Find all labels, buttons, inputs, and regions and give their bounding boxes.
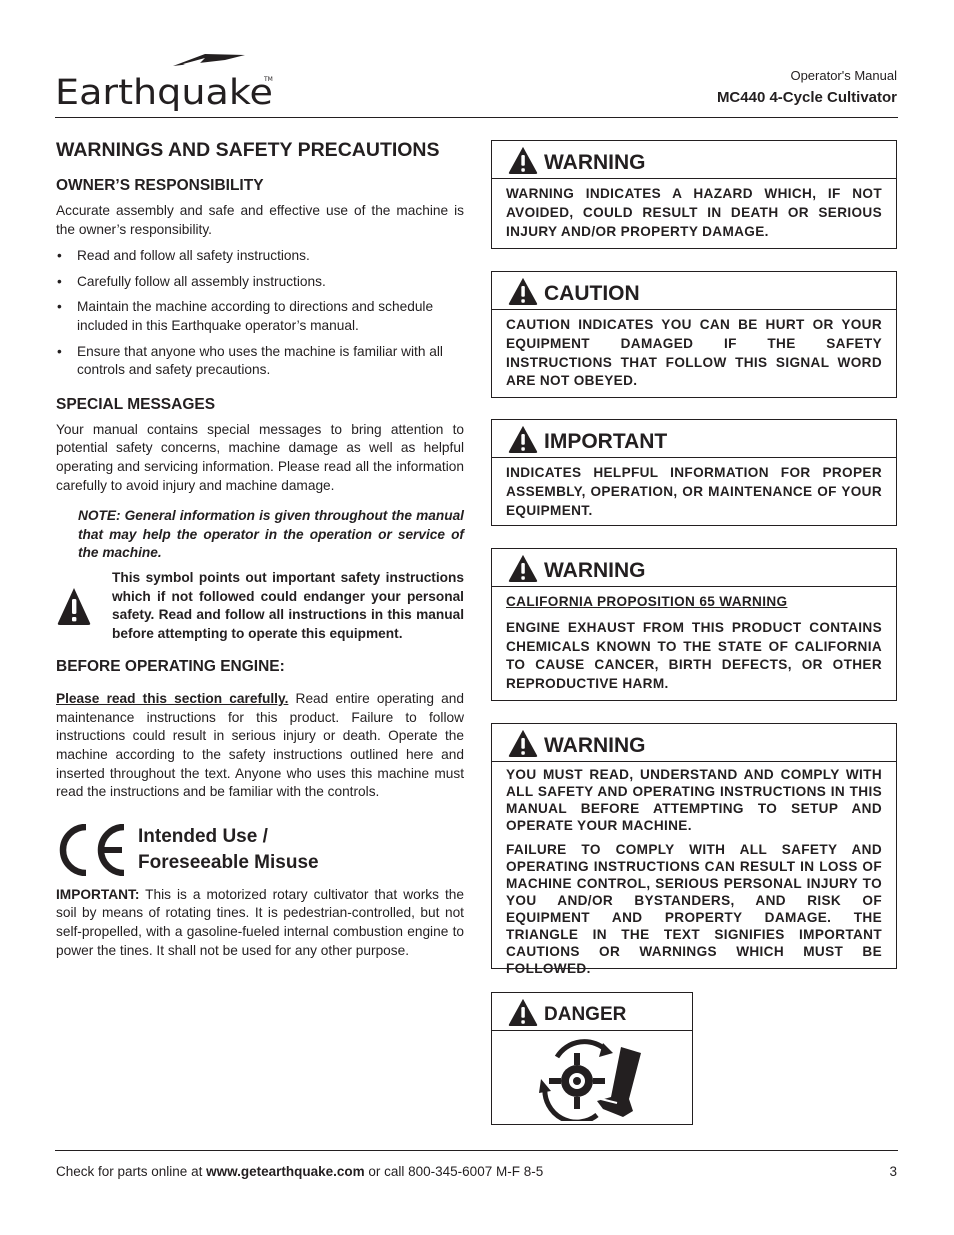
important-text: This is a motorized rotary cultivator that works the soil by means of rotating tines. It is pedestrian-controlled, but not self-propelled, with a gasoline-fueled internal combustion engine to power the tines. It shall not be used for any other purpose.: [56, 886, 464, 958]
before-text: Read entire operating and maintenance instructions for this product. Failure to follow instructions could result in serious injury or death. Operate the machine according to the safety instructions outlined here and inserted throughout the text. Anyone who uses this machine must read the instructions and be familiar with the controls.: [56, 691, 464, 800]
warning-triangle-icon: [56, 586, 92, 626]
prop65-warning-box: [491, 548, 897, 701]
ce-mark-icon: [56, 824, 126, 876]
box-paragraph: WARNING INDICATES A HAZARD WHICH, IF NOT AVOIDED, COULD RESULT IN DEATH OR SERIOUS INJURY AND/OR PROPERTY DAMAGE.: [506, 186, 882, 239]
box-body: [492, 310, 896, 399]
footer-prefix: Check for parts online at: [56, 1164, 207, 1179]
warning-triangle-icon: [508, 998, 538, 1026]
special-text: Your manual contains special messages to bring attention to potential safety concerns, machine damage as well as helpful operating and servicing information. Please read all the information carefully to avoid injury and machine damage.: [56, 421, 464, 493]
danger-pictogram: [492, 1031, 692, 1121]
safety-symbol-row: [56, 569, 464, 643]
box-paragraph: CAUTION INDICATES YOU CAN BE HURT OR YOUR EQUIPMENT DAMAGED IF THE SAFETY INSTRUCTIONS THAT FOLLOW THIS SIGNAL WORD ARE NOT OBEYED.: [506, 317, 882, 389]
intended-use-title: [138, 824, 319, 876]
owner-text: Accurate assembly and safe and effective use of the machine is the owner’s responsibility.: [56, 203, 464, 237]
warning-triangle-icon: [508, 554, 538, 582]
important-box: [491, 419, 897, 526]
owner-bullet-list: [56, 247, 464, 380]
intended-title-line1: Intended Use /: [138, 825, 268, 847]
box-paragraph: FAILURE TO COMPLY WITH ALL SAFETY AND OPERATING INSTRUCTIONS CAN RESULT IN LOSS OF MACHINE CONTROL, SERIOUS PERSONAL INJURY TO YOU AND/OR BYSTANDERS, AND RISK OF EQUIPMENT AND PROPERTY DAMAGE. THE TRIANGLE IN THE TEXT SIGNIFIES IMPORTANT CAUTIONS OR WARNINGS WHICH MUST BE FOLLOWED.: [506, 842, 882, 976]
model-label: MC440 4-Cycle Cultivator: [716, 89, 897, 106]
intended-use-header: [56, 824, 464, 876]
box-title: WARNING: [544, 558, 646, 582]
list-item: • Read and follow all safety instructions.: [56, 247, 464, 266]
warning-triangle-icon: [508, 425, 538, 453]
warning-triangle-icon: [508, 729, 538, 757]
box-body: [492, 587, 896, 702]
before-paragraph: [56, 690, 464, 802]
box-title: CAUTION: [544, 281, 640, 305]
box-body: [492, 458, 896, 528]
symbol-text: This symbol points out important safety instructions which if not followed could endanger your personal safety. Read and follow all instructions in this manual before attempting to operate this equipment.: [112, 569, 464, 641]
box-paragraph: YOU MUST READ, UNDERSTAND AND COMPLY WITH ALL SAFETY AND OPERATING INSTRUCTIONS IN THIS MANUAL BEFORE ATTEMPTING TO SETUP AND OPERATE YOUR MACHINE.: [506, 767, 882, 833]
box-header: [492, 993, 692, 1031]
list-item: • Carefully follow all assembly instructions.: [56, 273, 464, 292]
box-title: IMPORTANT: [544, 429, 668, 453]
box-body: [492, 762, 896, 985]
brand-wordmark: Earthquake: [55, 73, 273, 113]
list-item: • Ensure that anyone who uses the machine is familiar with all controls and safety precautions.: [56, 343, 464, 380]
box-header: [492, 420, 896, 458]
footer-text: [56, 1164, 543, 1179]
note-text: NOTE: General information is given throughout the manual that may help the operator in the operation or service of the machine.: [78, 508, 464, 561]
owner-heading: OWNER’S RESPONSIBILITY: [56, 177, 264, 194]
warning-triangle-icon: [508, 146, 538, 174]
page-number: 3: [889, 1164, 897, 1179]
box-paragraph: INDICATES HELPFUL INFORMATION FOR PROPER ASSEMBLY, OPERATION, OR MAINTENANCE OF YOUR EQUIPMENT.: [506, 465, 882, 518]
footer-url-link[interactable]: www.getearthquake.com: [206, 1164, 365, 1179]
box-title: DANGER: [544, 1003, 627, 1025]
important-paragraph: [56, 886, 464, 960]
page-title: WARNINGS AND SAFETY PRECAUTIONS: [56, 139, 440, 161]
list-item: • Maintain the machine according to directions and schedule included in this Earthquake operator’s manual.: [56, 298, 464, 335]
box-title: WARNING: [544, 733, 646, 757]
prop65-subheading: CALIFORNIA PROPOSITION 65 WARNING: [506, 594, 788, 609]
operating-warning-box: [491, 723, 897, 976]
box-paragraph: ENGINE EXHAUST FROM THIS PRODUCT CONTAINS CHEMICALS KNOWN TO THE STATE OF CALIFORNIA TO CAUSE CANCER, BIRTH DEFECTS, OR OTHER REPRODUCTIVE HARM.: [506, 619, 882, 692]
rotating-tines-hand-hazard-icon: [537, 1039, 647, 1121]
box-header: [492, 141, 896, 179]
intended-title-line2: Foreseeable Misuse: [138, 851, 319, 873]
before-heading: BEFORE OPERATING ENGINE:: [56, 658, 285, 676]
footer-suffix: or call 800-345-6007 M-F 8-5: [364, 1164, 544, 1179]
important-lead: IMPORTANT:: [56, 886, 140, 902]
box-header: [492, 549, 896, 587]
warning-triangle-icon: [508, 277, 538, 305]
left-column: [56, 138, 464, 960]
box-header: [492, 724, 896, 762]
box-title: WARNING: [544, 150, 646, 174]
before-lead: Please read this section carefully.: [56, 691, 289, 707]
header-divider: [55, 117, 898, 118]
caution-box: [491, 271, 897, 398]
footer-divider: [55, 1150, 898, 1151]
svg-text:TM: TM: [264, 76, 273, 83]
earthquake-logo: [55, 52, 277, 114]
box-header: [492, 272, 896, 310]
warning-box-1: [491, 140, 897, 249]
box-body: [492, 179, 896, 249]
manual-label: Operator's Manual: [790, 68, 897, 83]
special-heading: SPECIAL MESSAGES: [56, 395, 216, 413]
danger-box: [491, 992, 693, 1125]
